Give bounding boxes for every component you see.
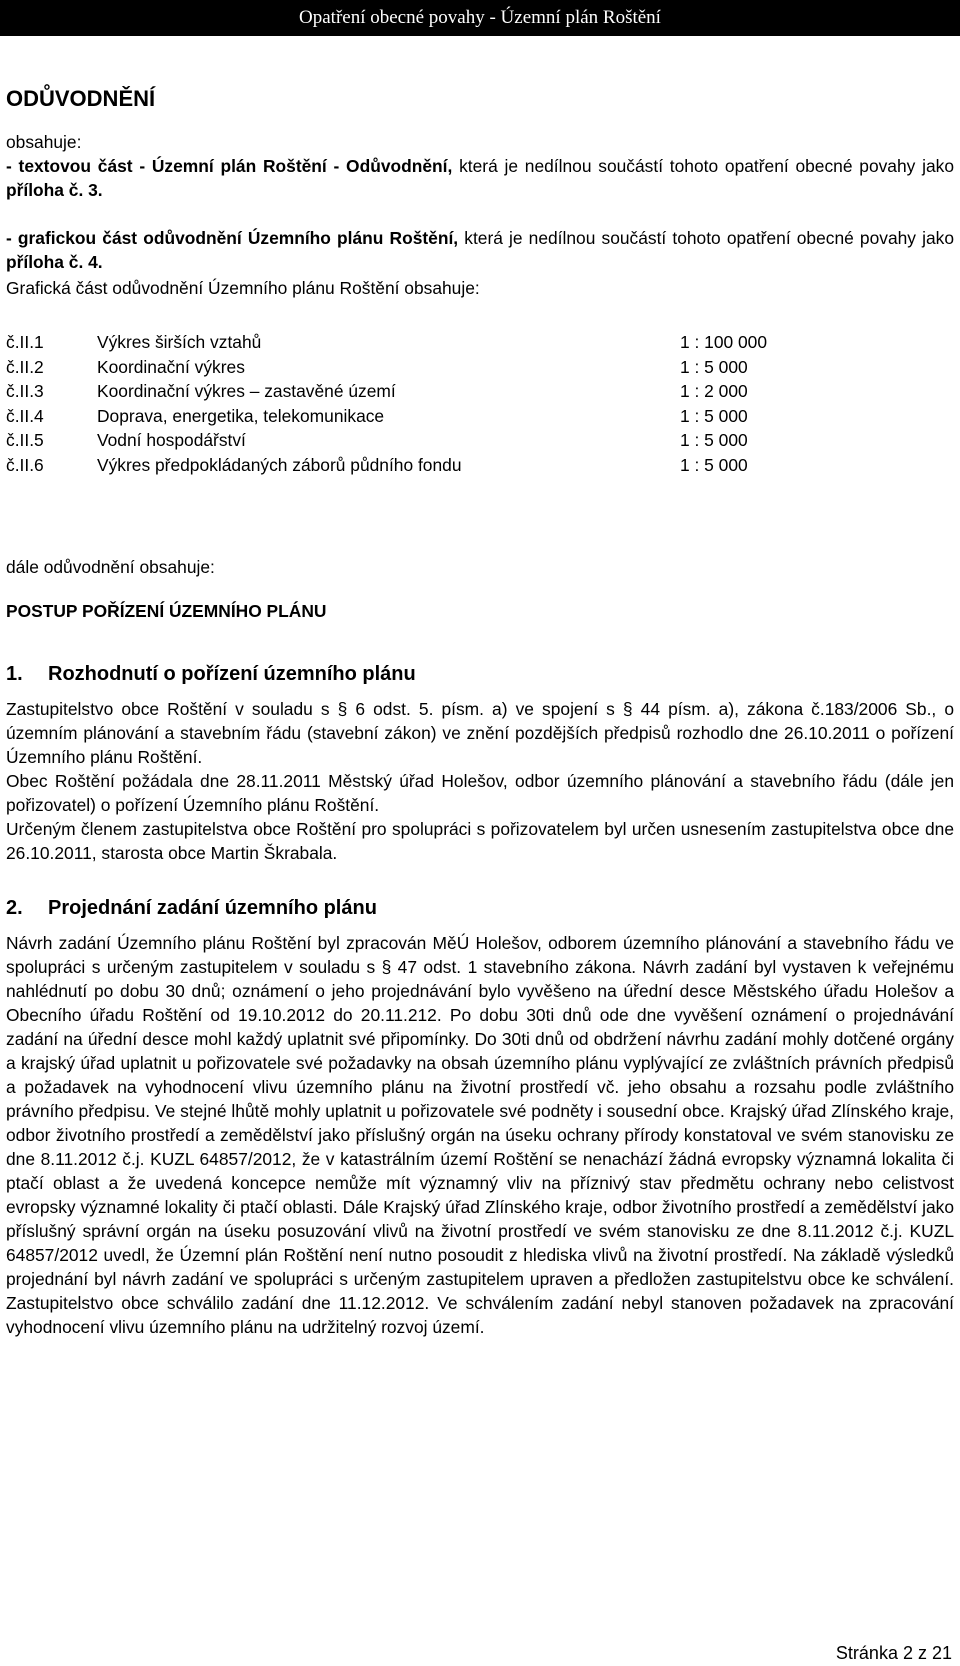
header-title: Opatření obecné povahy - Územní plán Roštění (299, 7, 661, 28)
drawing-scale: 1 : 5 000 (680, 356, 748, 377)
drawing-scale: 1 : 5 000 (680, 430, 748, 450)
attachment-item-graphic-bold: - grafickou část odůvodnění Územního plánu Roštění, (6, 228, 459, 248)
attachment-item-text-bold: - textovou část - Územní plán Roštění - Odůvodnění, (6, 156, 453, 176)
drawing-name: Vodní hospodářství (97, 430, 246, 450)
drawing-name: Výkres širších vztahů (97, 332, 262, 352)
section-heading (6, 661, 954, 687)
section-title: Projednání zadání územního plánu (48, 897, 377, 919)
document-body (6, 86, 954, 1339)
drawing-name: Výkres předpokládaných záborů půdního fondu (97, 454, 462, 475)
section-paragraph: Zastupitelstvo obce Roštění v souladu s § 6 odst. 5. písm. a) ve spojení s § 44 písm. a), zákona č.183/2006 Sb., o územním plánování a stavebním řádu (stavební zákon) ve znění pozdějších předpisů rozhodlo dne 26.10.2011 o pořízení Územního plánu Roštění. (6, 699, 954, 767)
drawing-name: Koordinační výkres – zastavěné území (97, 381, 396, 401)
drawing-scale: 1 : 2 000 (680, 381, 748, 401)
drawing-name: Doprava, energetika, telekomunikace (97, 405, 385, 426)
drawing-code: č.II.4 (6, 405, 44, 426)
drawing-row (6, 453, 954, 478)
attachment-item-graphic (6, 226, 954, 274)
drawing-row (6, 355, 954, 380)
attachment-item-text-desc: která je nedílnou součástí tohoto opatření obecné povahy jako (452, 156, 955, 176)
drawing-row (6, 404, 954, 429)
section-paragraph: Obec Roštění požádala dne 28.11.2011 Městský úřad Holešov, odbor územního plánování a stavebního řádu (dále jen pořizovatel) o pořízení Územního plánu Roštění. (6, 771, 954, 815)
attachment-item-text-ref: příloha č. 3. (6, 180, 103, 200)
graphic-part-note: Grafická část odůvodnění Územního plánu Roštění obsahuje: (6, 278, 480, 298)
drawing-scale: 1 : 5 000 (680, 405, 748, 426)
attachment-item-graphic-desc: která je nedílnou součástí tohoto opatření obecné povahy jako (458, 228, 955, 248)
also-contains-label: dále odůvodnění obsahuje: (6, 557, 215, 577)
drawing-code: č.II.2 (6, 356, 44, 377)
page-header (0, 0, 960, 36)
drawing-scale: 1 : 5 000 (680, 454, 748, 475)
attachment-item-text (6, 154, 954, 202)
drawing-scale: 1 : 100 000 (680, 332, 768, 352)
drawing-code: č.II.6 (6, 454, 44, 475)
page-footer (836, 1642, 952, 1664)
document-title: ODŮVODNĚNÍ (6, 86, 156, 111)
contains-label: obsahuje: (6, 132, 82, 152)
page-number-label: Stránka 2 z 21 (835, 1643, 952, 1663)
drawing-row (6, 428, 954, 453)
drawing-code: č.II.1 (6, 332, 44, 352)
drawing-code: č.II.5 (6, 430, 44, 450)
section-number: 1. (6, 663, 23, 685)
section-heading (6, 895, 954, 921)
attachment-item-graphic-ref: příloha č. 4. (6, 252, 103, 272)
section-paragraph: Určeným členem zastupitelstva obce Roštění pro spolupráci s pořizovatelem byl určen usnesením zastupitelstva obce dne 26.10.2011, starosta obce Martin Škrabala. (6, 819, 954, 863)
section-paragraph: Návrh zadání Územního plánu Roštění byl zpracován MěÚ Holešov, odborem územního plánování a stavebního řádu ve spolupráci s určeným zastupitelem v souladu s § 47 odst. 1 stavebního zákona. Návrh zadání byl vystaven k veřejnému nahlédnutí po dobu 30 dnů; oznámení o jeho projednávání bylo vyvěšeno na úřední desce Městského úřadu Holešov a Obecního úřadu Roštění od 19.10.2012 do 20.11.212. Po dobu 30ti dnů ode dne vyvěšení oznámení o projednávání zadání na úřední desce mohl každý uplatnit své připomínky. Do 30ti dnů od obdržení návrhu zadání mohly dotčené orgány a krajský úřad uplatnit u pořizovatele své požadavky na obsah územního plánu vyplývající ze zvláštních právních předpisů a požadavek na vyhodnocení vlivu územního plánu na životní prostředí vč. jeho obsahu a rozsahu podle zvláštního právního předpisu. Ve stejné lhůtě mohly uplatnit u pořizovatele své podněty i sousední obce. Krajský úřad Zlínského kraje, odbor životního prostředí a zemědělství jako příslušný orgán na úseku ochrany přírody konstatoval ve svém stanovisku ze dne 8.11.2012 č.j. KUZL 64857/2012, že v katastrálním území Roštění se nenachází žádná evropsky významná lokalita či ptačí oblast a že uvedená koncepce nemůže mít významný vliv na příznivý stav předmětu ochrany nebo celistvost evropsky významné lokality či ptačí oblasti. Dále Krajský úřad Zlínského kraje, odbor životního prostředí a zemědělství jako příslušný správní orgán na úseku posuzování vlivů na životní prostředí ve svém stanovisku ze dne 8.11.2012 č.j. KUZL 64857/2012 uvedl, že Územní plán Roštění není nutno posoudit z hlediska vlivů na životní prostředí. Na základě výsledků projednání byl návrh zadání ve spolupráci s určeným zastupitelem upraven a předložen zastupitelstvu obce ke schválení. Zastupitelstvo obce schválilo zadání dne 11.12.2012. Ve schválením zadání nebyl stanoven požadavek na zpracování vyhodnocení vlivu územního plánu na udržitelný rozvoj území. (6, 933, 954, 1337)
drawing-code: č.II.3 (6, 381, 44, 401)
drawing-row (6, 379, 954, 404)
section-title: Rozhodnutí o pořízení územního plánu (48, 663, 416, 685)
section-number: 2. (6, 897, 23, 919)
drawing-name: Koordinační výkres (97, 356, 245, 377)
drawing-row (6, 330, 954, 355)
procedure-heading: POSTUP POŘÍZENÍ ÚZEMNÍHO PLÁNU (6, 601, 327, 621)
drawing-list (6, 330, 954, 477)
